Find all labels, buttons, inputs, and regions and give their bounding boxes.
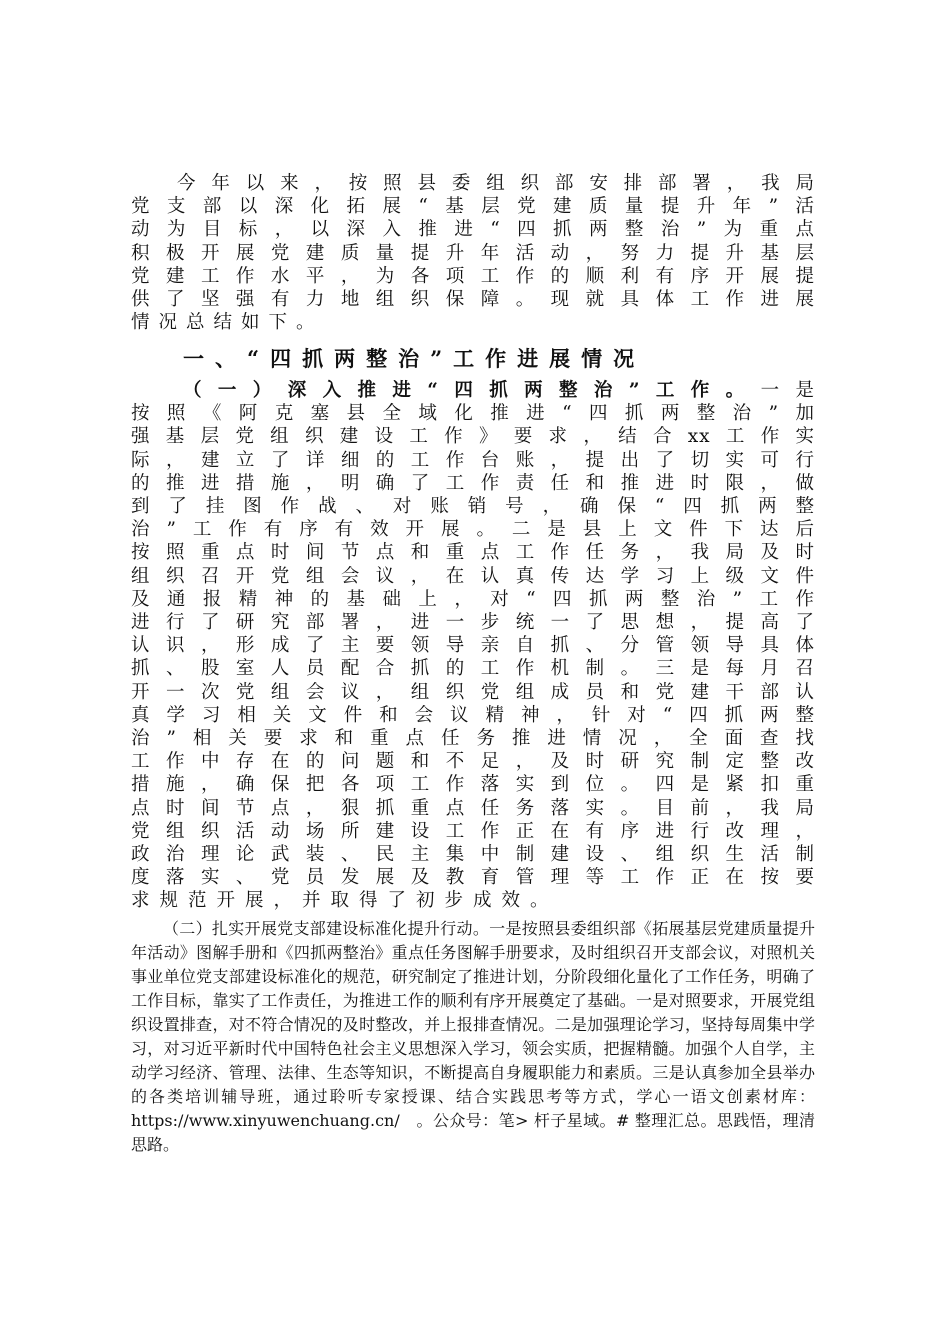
intro-line: 动为目标，以深入推进“四抓两整治”为重点 — [131, 219, 815, 241]
subsection-1-line: 际，建立了详细的工作台账，提出了切实可行 — [131, 449, 815, 471]
subsection-1-heading: （一）深入推进“四抓两整治”工作。 — [183, 380, 761, 401]
subsection-1-line: 治”工作有序有效开展。二是县上文件下达后 — [131, 519, 815, 541]
subsection-1-line: 强基层党组织建设工作》要求，结合xx工作实 — [131, 426, 815, 448]
intro-paragraph — [131, 172, 815, 334]
subsection-1-line: 措施，确保把各项工作落实到位。四是紧扣重 — [131, 774, 815, 796]
subsection-1-line: 求规范开展，并取得了初步成效。 — [131, 890, 559, 912]
subsection-1-line: 治”相关要求和重点任务推进情况，全面查找 — [131, 728, 815, 750]
intro-line: 党支部以深化拓展“基层党建质量提升年”活 — [131, 196, 815, 218]
subsection-1-line: 的推进措施，明确了工作责任和推进时限，做 — [131, 472, 815, 494]
section-heading: 一、“四抓两整治”工作进展情况 — [183, 346, 646, 371]
subsection-1-line: 认识，形成了主要领导亲自抓、分管领导具体 — [131, 635, 815, 657]
subsection-1-line: 到了挂图作战、对账销号，确保“四抓两整 — [131, 496, 815, 518]
subsection-1-line: 政治理论武装、民主集中制建设、组织生活制 — [131, 844, 815, 866]
subsection-1 — [131, 379, 815, 913]
subsection-1-line: 工作中存在的问题和不足，及时研究制定整改 — [131, 751, 815, 773]
subsection-1-line: 及通报精神的基础上，对“四抓两整治”工作 — [131, 588, 815, 610]
subsection-2-paragraph: （二）扎实开展党支部建设标准化提升行动。一是按照县委组织部《拓展基层党建质量提升年活动》图解手册和《四抓两整治》重点任务图解手册要求，及时组织召开支部会议，对照机关事业单位党支部建设标准化的规范，研究制定了推进计划，分阶段细化量化了工作任务，明确了工作目标，靠实了工作责任，为推进工作的顺利有序开展奠定了基础。一是对照要求，开展党组织设置排查，对不符合情况的及时整改，并上报排查情况。二是加强理论学习，坚持每周集中学习，对习近平新时代中国特色社会主义思想深入学习，领会实质，把握精髓。加强个人自学，主动学习经济、管理、法律、生态等知识，不断提高自身履职能力和素质。三是认真参加全县举办的各类培训辅导班，通过聆听专家授课、结合实践思考等方式，学心一语文创素材库：https://www.xinyuwenchuang.cn/ 。公众号：笔> 杆子星域。# 整理汇总。思践悟，理清思路。 — [131, 919, 815, 1154]
subsection-1-line: 抓、股室人员配合抓的工作机制。三是每月召 — [131, 658, 815, 680]
subsection-1-line: 按照重点时间节点和重点工作任务，我局及时 — [131, 542, 815, 564]
subsection-1-line: 度落实、党员发展及教育管理等工作正在按要 — [131, 867, 815, 889]
intro-line: 积极开展党建质量提升年活动，努力提升基层 — [131, 242, 815, 264]
subsection-1-line: 按照《阿克塞县全域化推进“四抓两整治”加 — [131, 403, 815, 425]
subsection-1-line: 党组织活动场所建设工作正在有序进行改理， — [131, 820, 815, 842]
subsection-1-first-line — [131, 379, 815, 402]
subsection-2 — [131, 917, 815, 1157]
subsection-1-line: 开一次党组会议，组织党组成员和党建干部认 — [131, 681, 815, 703]
intro-line: 情况总结如下。 — [131, 312, 324, 334]
subsection-1-line: 真学习相关文件和会议精神，针对“四抓两整 — [131, 704, 815, 726]
intro-line: 今年以来，按照县委组织部安排部署，我局 — [177, 173, 815, 194]
intro-line: 供了坚强有力地组织保障。现就具体工作进展 — [131, 289, 815, 311]
subsection-1-line: 进行了研究部署，进一步统一了思想，提高了 — [131, 612, 815, 634]
subsection-1-line: 组织召开党组会议，在认真传达学习上级文件 — [131, 565, 815, 587]
subsection-1-line: 点时间节点，狠抓重点任务落实。目前，我局 — [131, 797, 815, 819]
subsection-1-first-text: 一是 — [760, 380, 815, 401]
intro-line: 党建工作水平，为各项工作的顺利有序开展提 — [131, 265, 815, 287]
